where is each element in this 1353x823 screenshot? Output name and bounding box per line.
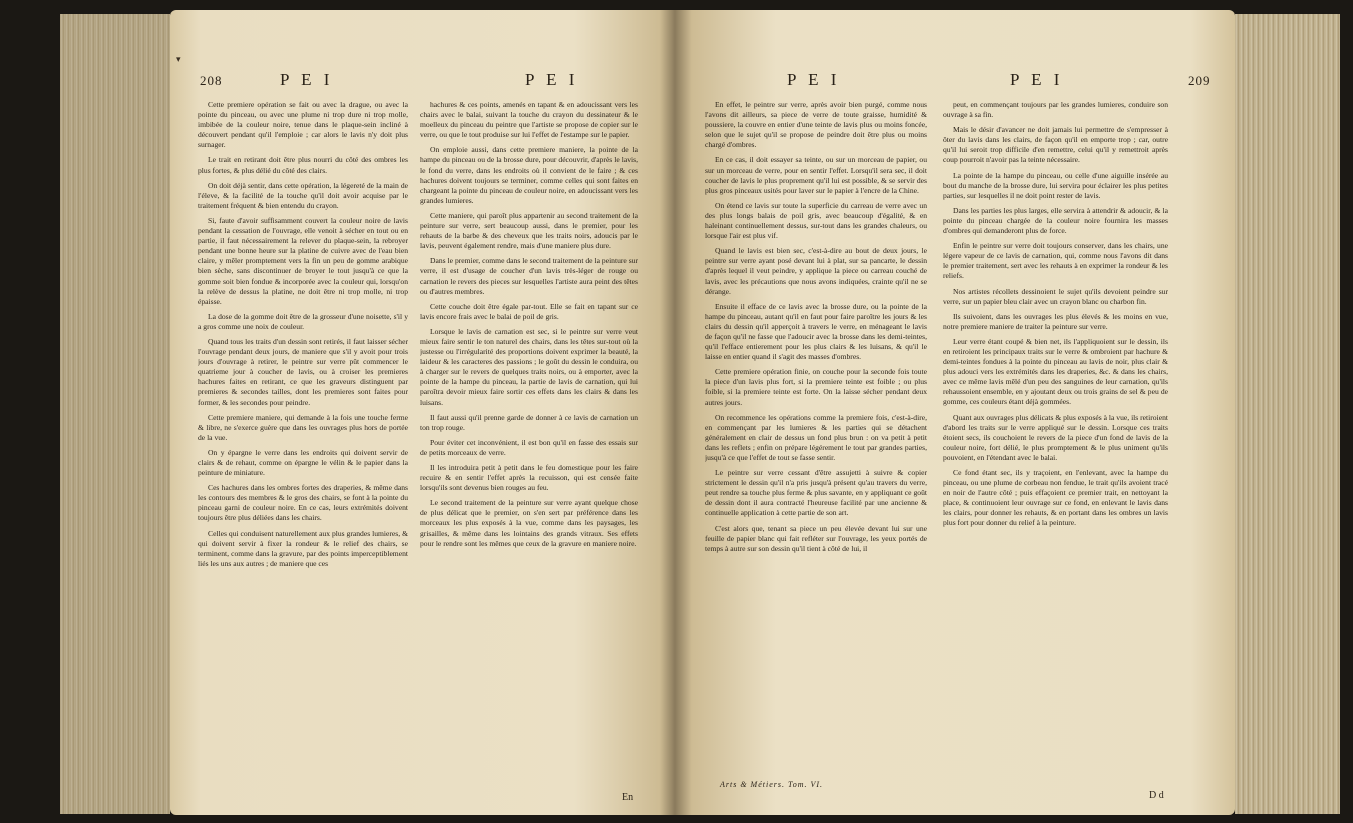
- paragraph: Ensuite il efface de ce lavis avec la brosse dure, ou la pointe de la hampe du pinceau, autant qu'il en faut pour faire paroître les jours & les clairs du dessin qu'il apperçoit à travers le verre, en ménageant le lavis de façon qu'il ne fasse que l'adoucir avec la brosse dans les demi-teintes, qu'il l'efface entierement pour les plus clairs & les luisans, & qu'il le laisse en entier quand il s'agit des masses d'ombres.: [705, 301, 927, 362]
- paragraph: La dose de la gomme doit être de la grosseur d'une noisette, s'il y a gros comme une noix de couleur.: [198, 311, 408, 331]
- paragraph: Mais le désir d'avancer ne doit jamais lui permettre de s'empresser à ôter du lavis dans les clairs, de façon qu'il en emporte trop ; car, outre qu'il lui seroit trop difficile d'en remettre, celui qu'il y remettroit après coup pourroit n'avoir pas la teinte nécessaire.: [943, 125, 1168, 165]
- paragraph: Enfin le peintre sur verre doit toujours conserver, dans les chairs, une légere vapeur de ce lavis de carnation, qui, comme nous l'avons dit dans le premier traitement, sert avec les rehauts à en exprimer la rondeur & les reliefs.: [943, 241, 1168, 281]
- paragraph: Ils suivoient, dans les ouvrages les plus élevés & les moins en vue, notre premiere maniere de traiter la peinture sur verre.: [943, 311, 1168, 331]
- paragraph: Le trait en retirant doit être plus nourri du côté des ombres les plus fortes, & plus délié du côté des clairs.: [198, 155, 408, 175]
- paragraph: Il faut aussi qu'il prenne garde de donner à ce lavis de carnation un ton trop rouge.: [420, 412, 638, 432]
- paragraph: En effet, le peintre sur verre, après avoir bien purgé, comme nous l'avons dit ailleurs, sa piece de verre de toute graisse, humidité & poussiere, la couvre en entier d'une teinte de lavis plus ou moins foncée, selon que le sujet qu'il se propose de peindre doit être plus ou moins chargé d'ombres.: [705, 100, 927, 150]
- right-page-edges: [1235, 14, 1340, 814]
- paragraph: On étend ce lavis sur toute la superficie du carreau de verre avec un des plus longs balais de poil gris, avec beaucoup d'égalité, & en haleinant continuellement dessus, sur-tout dans les grandes chaleurs, ou lorsque l'air est plus vif.: [705, 200, 927, 241]
- bookmark-marker-icon: ▾: [176, 54, 181, 64]
- right-page: [675, 10, 1235, 815]
- left-page-edges: [60, 14, 170, 814]
- running-head-right: P E I: [1010, 70, 1064, 89]
- paragraph: Leur verre étant coupé & bien net, ils l'appliquoient sur le dessin, ils en retiroient les principaux traits sur le verre & ombroient par hachure & demi-teintes fondues à la pointe du pinceau au lavis de noir, plus clair & plus adouci vers les extrémités dans les draperies, &c. & dans les chairs, avec ce même lavis mêlé d'un peu des sanguines de leur carnation, qu'ils rehaussoient ensemble, en y ajoutant deux ou trois grains de sel & peu de gomme, ces couleurs étant déjà gommées.: [943, 336, 1168, 407]
- paragraph: peut, en commençant toujours par les grandes lumieres, conduire son ouvrage à sa fin.: [943, 100, 1168, 120]
- paragraph: Dans le premier, comme dans le second traitement de la peinture sur verre, il est d'usage de coucher d'un lavis très-léger de rouge ou carnation le revers des pieces sur lesquelles l'artiste aura peint des têtes ou d'autres membres.: [420, 256, 638, 296]
- paragraph: Lorsque le lavis de carnation est sec, si le peintre sur verre veut mieux faire sentir le ton naturel des chairs, dans les têtes sur-tout où la justesse ou l'irrégularité des proportions doivent exprimer la beauté, la laideur & les caracteres des passions ; le goût du dessin le conduira, ou à charger sur le revers de quelques traits noirs, ou à emporter, avec la pointe de la hampe du pinceau, la partie de lavis de carnation, qui lui paroîtra devoir mieux faire sortir ces effets dans les clairs & dans les luisans.: [420, 326, 638, 407]
- left-page-header: [170, 70, 675, 96]
- paragraph: Cette premiere maniere, qui demande à la fois une touche ferme & libre, ne s'exerce guère que dans les ouvrages plus hors de portée de la vue.: [198, 412, 408, 442]
- running-head-left: P E I: [280, 70, 334, 89]
- paragraph: Le second traitement de la peinture sur verre ayant quelque chose de plus délicat que le premier, on s'en sert par préférence dans les morceaux les plus exposés à la vue, comme dans les paysages, les grisailles, & même dans les lointains des grands vitraux. Ses effets pour le rendre sont les mêmes que ceux de la gravure en maniere noire.: [420, 498, 638, 548]
- paragraph: hachures & ces points, amenés en tapant & en adoucissant vers les chairs avec le balai, suivant la touche du crayon du dessinateur & le moelleux du pinceau du peintre que l'artiste se propose de copier sur le verre, ou que le tout produise sur lui l'effet de l'estampe sur le papier.: [420, 100, 638, 140]
- paragraph: Celles qui conduisent naturellement aux plus grandes lumieres, & qui doivent servir à fixer la rondeur & le relief des chairs, se terminent, comme dans la gravure, par des points imperceptiblement liés les uns aux autres ; de maniere que ces: [198, 528, 408, 568]
- signature-title: Arts & Métiers. Tom. VI.: [720, 780, 824, 789]
- page-number: 209: [1188, 73, 1211, 88]
- catchword: En: [622, 792, 634, 803]
- paragraph: Ce fond étant sec, ils y traçoient, en l'enlevant, avec la hampe du pinceau, ou une plume de corbeau non fendue, le trait qu'ils avoient tracé en noir de l'autre côté ; puis effaçoient ce premier trait, en nettoyant la place, & continuoient leur ouvrage sur ce fond, en enlevant le lavis dans les clairs, pour donner les rehauts, & en portant dans les ombres un lavis plus fort pour donner du relief à la peinture.: [943, 468, 1168, 528]
- paragraph: En ce cas, il doit essayer sa teinte, ou sur un morceau de papier, ou sur un morceau de verre, pour en sentir l'effet. Lorsqu'il sera sec, il doit coucher de lavis le plus proprement qu'il lui est possible, & se servir des plus gros pinceaux usités pour laver sur le papier à l'encre de la Chine.: [705, 155, 927, 195]
- left-page: [170, 10, 675, 815]
- paragraph: On doit déjà sentir, dans cette opération, la légereté de la main de l'éleve, & la facilité de la touche qu'il doit avoir acquise par le traitement fréquent & bien entendu du crayon.: [198, 180, 408, 210]
- paragraph: La pointe de la hampe du pinceau, ou celle d'une aiguille insérée au bout du manche de la brosse dure, lui servira pour éclairer les plus petites parties, sur lesquelles il ne doit point rester de lavis.: [943, 170, 1168, 200]
- paragraph: Quand le lavis est bien sec, c'est-à-dire au bout de deux jours, le peintre sur verre ayant posé devant lui à plat, sur sa pancarte, le dessin d'après lequel il veut peindre, y applique la piece ou carreau couché de lavis, avec les précautions que nous avons indiquées, crainte qu'il ne se dérange.: [705, 246, 927, 296]
- left-page-column-1: [198, 100, 408, 800]
- paragraph: Il les introduira petit à petit dans le feu domestique pour les faire recuire & en sentir l'effet après la recuisson, qui est censée faite lorsqu'ils sont devenus bien rouges au feu.: [420, 463, 638, 493]
- paragraph: Si, faute d'avoir suffisamment couvert la couleur noire de lavis pendant la cessation de l'ouvrage, elle venoit à sécher en tout ou en partie, il faut nécessairement la relever du plaque-sein, la rebroyer pendant une bonne heure sur la platine de cuivre avec de l'eau bien claire, y mêler promptement vers la fin un peu de gomme arabique bien sèche, sans discontinuer de broyer le tout jusqu'à ce que la gomme soit bien fondue & incorporée avec la couleur qui, lorsqu'on la relève de dessus la platine, ne doit être ni trop molle, ni trop épaisse.: [198, 215, 408, 306]
- right-page-column-2: [943, 100, 1168, 800]
- paragraph: Nos artistes récollets dessinoient le sujet qu'ils devoient peindre sur verre, sur un papier bleu clair avec un crayon blanc ou charbon fin.: [943, 286, 1168, 306]
- paragraph: Cette premiere opération finie, on couche pour la seconde fois toute la piece d'un lavis plus fort, si la premiere teinte est foible ; ou plus foible, si la premiere teinte est forte. On la laisse sécher pendant deux autres jours.: [705, 367, 927, 407]
- paragraph: On y épargne le verre dans les endroits qui doivent servir de clairs & de rehaut, comme on épargne le vélin & le papier dans la peinture de miniature.: [198, 447, 408, 478]
- paragraph: Quand tous les traits d'un dessin sont retirés, il faut laisser sécher l'ouvrage pendant deux jours, de maniere que s'il y avoit pour trois jours d'ouvrage à retirer, le peintre sur verre pût commencer le quatrieme jour à coucher de lavis, ou à croiser les premieres hachures faites en retirant, ce que les graveurs distinguent par premieres & secondes tailles, dont les premieres sont faites pour former, & les secondes pour peindre.: [198, 336, 408, 407]
- paragraph: Pour éviter cet inconvénient, il est bon qu'il en fasse des essais sur de petits morceaux de verre.: [420, 437, 638, 457]
- paragraph: Cette premiere opération se fait ou avec la drague, ou avec la pointe du pinceau, ou avec une plume ni trop dure ni trop molle, imbibée de la couleur noire, tenue dans le plaque-sein incliné à découvert pendant qu'il l'emploie ; car alors le lavis n'y doit plus surnager.: [198, 100, 408, 150]
- paragraph: Dans les parties les plus larges, elle servira à attendrir & adoucir, & la pointe du pinceau chargée de la couleur noire fournira les masses d'ombres qui demanderont plus de force.: [943, 205, 1168, 236]
- running-head-left: P E I: [787, 70, 841, 89]
- paragraph: On emploie aussi, dans cette premiere maniere, la pointe de la hampe du pinceau ou de la brosse dure, pour découvrir, d'après le lavis, le fond du verre, dans les endroits où il convient de le faire ; & ces hachures doivent toujours se terminer, comme celles qui sont faites en chargeant la pointe du pinceau de couleur noire, en adoucissant vers les grandes lumieres.: [420, 145, 638, 205]
- paragraph: Quant aux ouvrages plus délicats & plus exposés à la vue, ils retiroient d'abord les traits sur le verre appliqué sur le dessin. Lorsque ces traits étoient secs, ils couchoient le revers de la piece d'un fond de lavis de la couleur noire, fort délié, le plus promptement & le plus uniment qu'ils pouvoient, en l'étendant avec le balai.: [943, 412, 1168, 462]
- paragraph: C'est alors que, tenant sa piece un peu élevée devant lui sur une feuille de papier blanc qui fait refléter sur l'ouvrage, les yeux portés de temps à autre sur son dessin qu'il tient à côté de lui, il: [705, 523, 927, 553]
- paragraph: Ces hachures dans les ombres fortes des draperies, & même dans les contours des membres & le gros des chairs, se font à la pointe du pinceau garni de couleur noire. En ce cas, leurs extrémités doivent toujours être plus déliées dans les chairs.: [198, 483, 408, 523]
- running-head-right: P E I: [525, 70, 579, 89]
- right-page-header: [675, 70, 1235, 96]
- left-page-column-2: [420, 100, 638, 800]
- right-page-column-1: [705, 100, 927, 800]
- paragraph: On recommence les opérations comme la premiere fois, c'est-à-dire, en commençant par les lumieres & les parties qui se détachent généralement en clair de dessus un fond plus brun : on va petit à petit dans les reflets ; enfin on prépare légérement le tout par grandes parties, jusqu'à ce que l'effet de tout se fasse sentir.: [705, 412, 927, 462]
- paragraph: Cette couche doit être égale par-tout. Elle se fait en tapant sur ce lavis encore frais avec le balai de poil de gris.: [420, 301, 638, 321]
- page-number: 208: [200, 73, 223, 88]
- paragraph: Le peintre sur verre cessant d'être assujetti à suivre & copier strictement le dessin qu'il n'a pris jusqu'à présent qu'au travers du verre, peut rendre sa touche plus ferme & plus savante, en y appliquant ce goût de dessin dont il aura contracté l'heureuse facilité par une ancienne & continuelle application à cette partie de son art.: [705, 468, 927, 518]
- paragraph: Cette maniere, qui paroît plus appartenir au second traitement de la peinture sur verre, sert beaucoup aussi, dans le premier, pour les rehauts de la barbe & des cheveux que les traits noirs, adoucis par le lavis, peuvent également rendre, mais d'une maniere plus dure.: [420, 210, 638, 251]
- signature-mark: D d: [1149, 790, 1164, 801]
